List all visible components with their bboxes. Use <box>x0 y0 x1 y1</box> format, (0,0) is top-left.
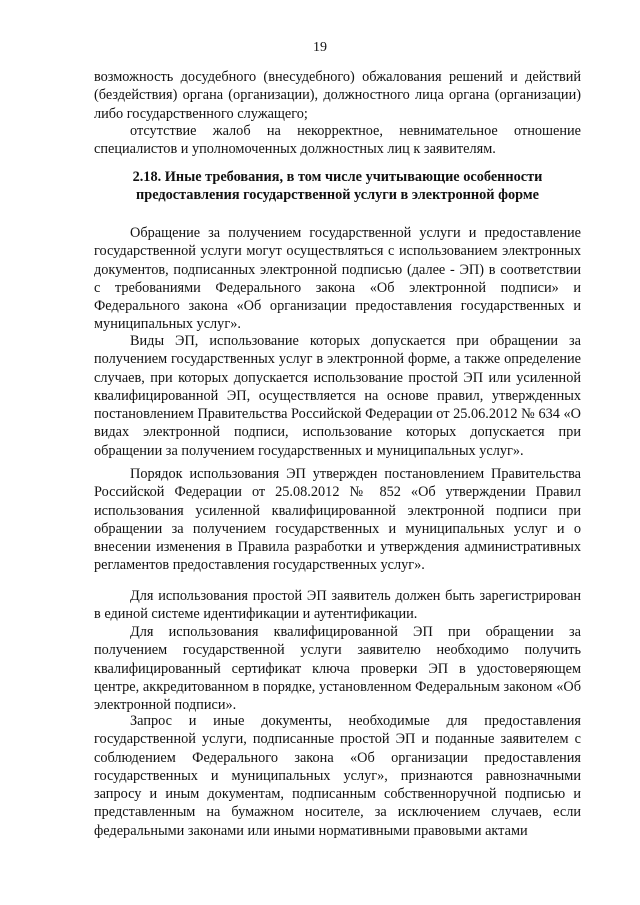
paragraph: Виды ЭП, использование которых допускается при обращении за получением государственных услуг в электронной форме, а также определение случаев, при которых допускается использование простой ЭП или усиленной квалифицированной ЭП, осуществляется на основе правил, утвержденных постановлением Правительства Российской Федерации от 25.06.2012 № 634 «О видах электронной подписи, использование которых допускается при обращении за получением государственных и муниципальных услуг». <box>94 333 581 459</box>
continued-paragraph: возможность досудебного (внесудебного) обжалования решений и действий (бездействия) органа (организации), должностного лица органа (организации) либо государственного служащего; <box>94 69 581 122</box>
section-heading-line: предоставления государственной услуги в электронной форме <box>136 187 539 204</box>
section-heading <box>94 168 581 205</box>
paragraph: Для использования простой ЭП заявитель должен быть зарегистрирован в единой системе идентификации и аутентификации. <box>94 588 581 623</box>
section-heading-line: 2.18. Иные требования, в том числе учитывающие особенности <box>132 169 543 185</box>
paragraph: Порядок использования ЭП утвержден постановлением Правительства Российской Федерации от 25.08.2012 № 852 «Об утверждении Правил использования усиленной квалифицированной электронной подписи при обращении за получением государственных и муниципальных услуг и о внесении изменения в Правила разработки и утверждения административных регламентов предоставления государственных услуг». <box>94 466 581 574</box>
paragraph: Для использования квалифицированной ЭП при обращении за получением государственной услуги заявителю необходимо получить квалифицированный сертификат ключа проверки ЭП в удостоверяющем центре, аккредитованном в порядке, установленном Федеральным законом «Об электронной подписи». <box>94 624 581 714</box>
page-number: 19 <box>313 40 327 55</box>
continued-paragraph: отсутствие жалоб на некорректное, невнимательное отношение специалистов и уполномоченных должностных лиц к заявителям. <box>94 123 581 158</box>
paragraph: Обращение за получением государственной услуги и предоставление государственной услуги могут осуществляться с использованием электронных документов, подписанных электронной подписью (далее - ЭП) в соответствии с требованиями Федерального закона «Об электронной подписи» и Федерального закона «Об организации предоставления государственных и муниципальных услуг». <box>94 225 581 333</box>
paragraph: Запрос и иные документы, необходимые для предоставления государственной услуги, подписанные простой ЭП и поданные заявителем с соблюдением Федерального закона «Об организации предоставления государственных и муниципальных услуг», признаются равнозначными запросу и иным документам, подписанным собственноручной подписью и представленным на бумажном носителе, за исключением случаев, если федеральными законами или иными нормативными правовыми актами <box>94 713 581 839</box>
